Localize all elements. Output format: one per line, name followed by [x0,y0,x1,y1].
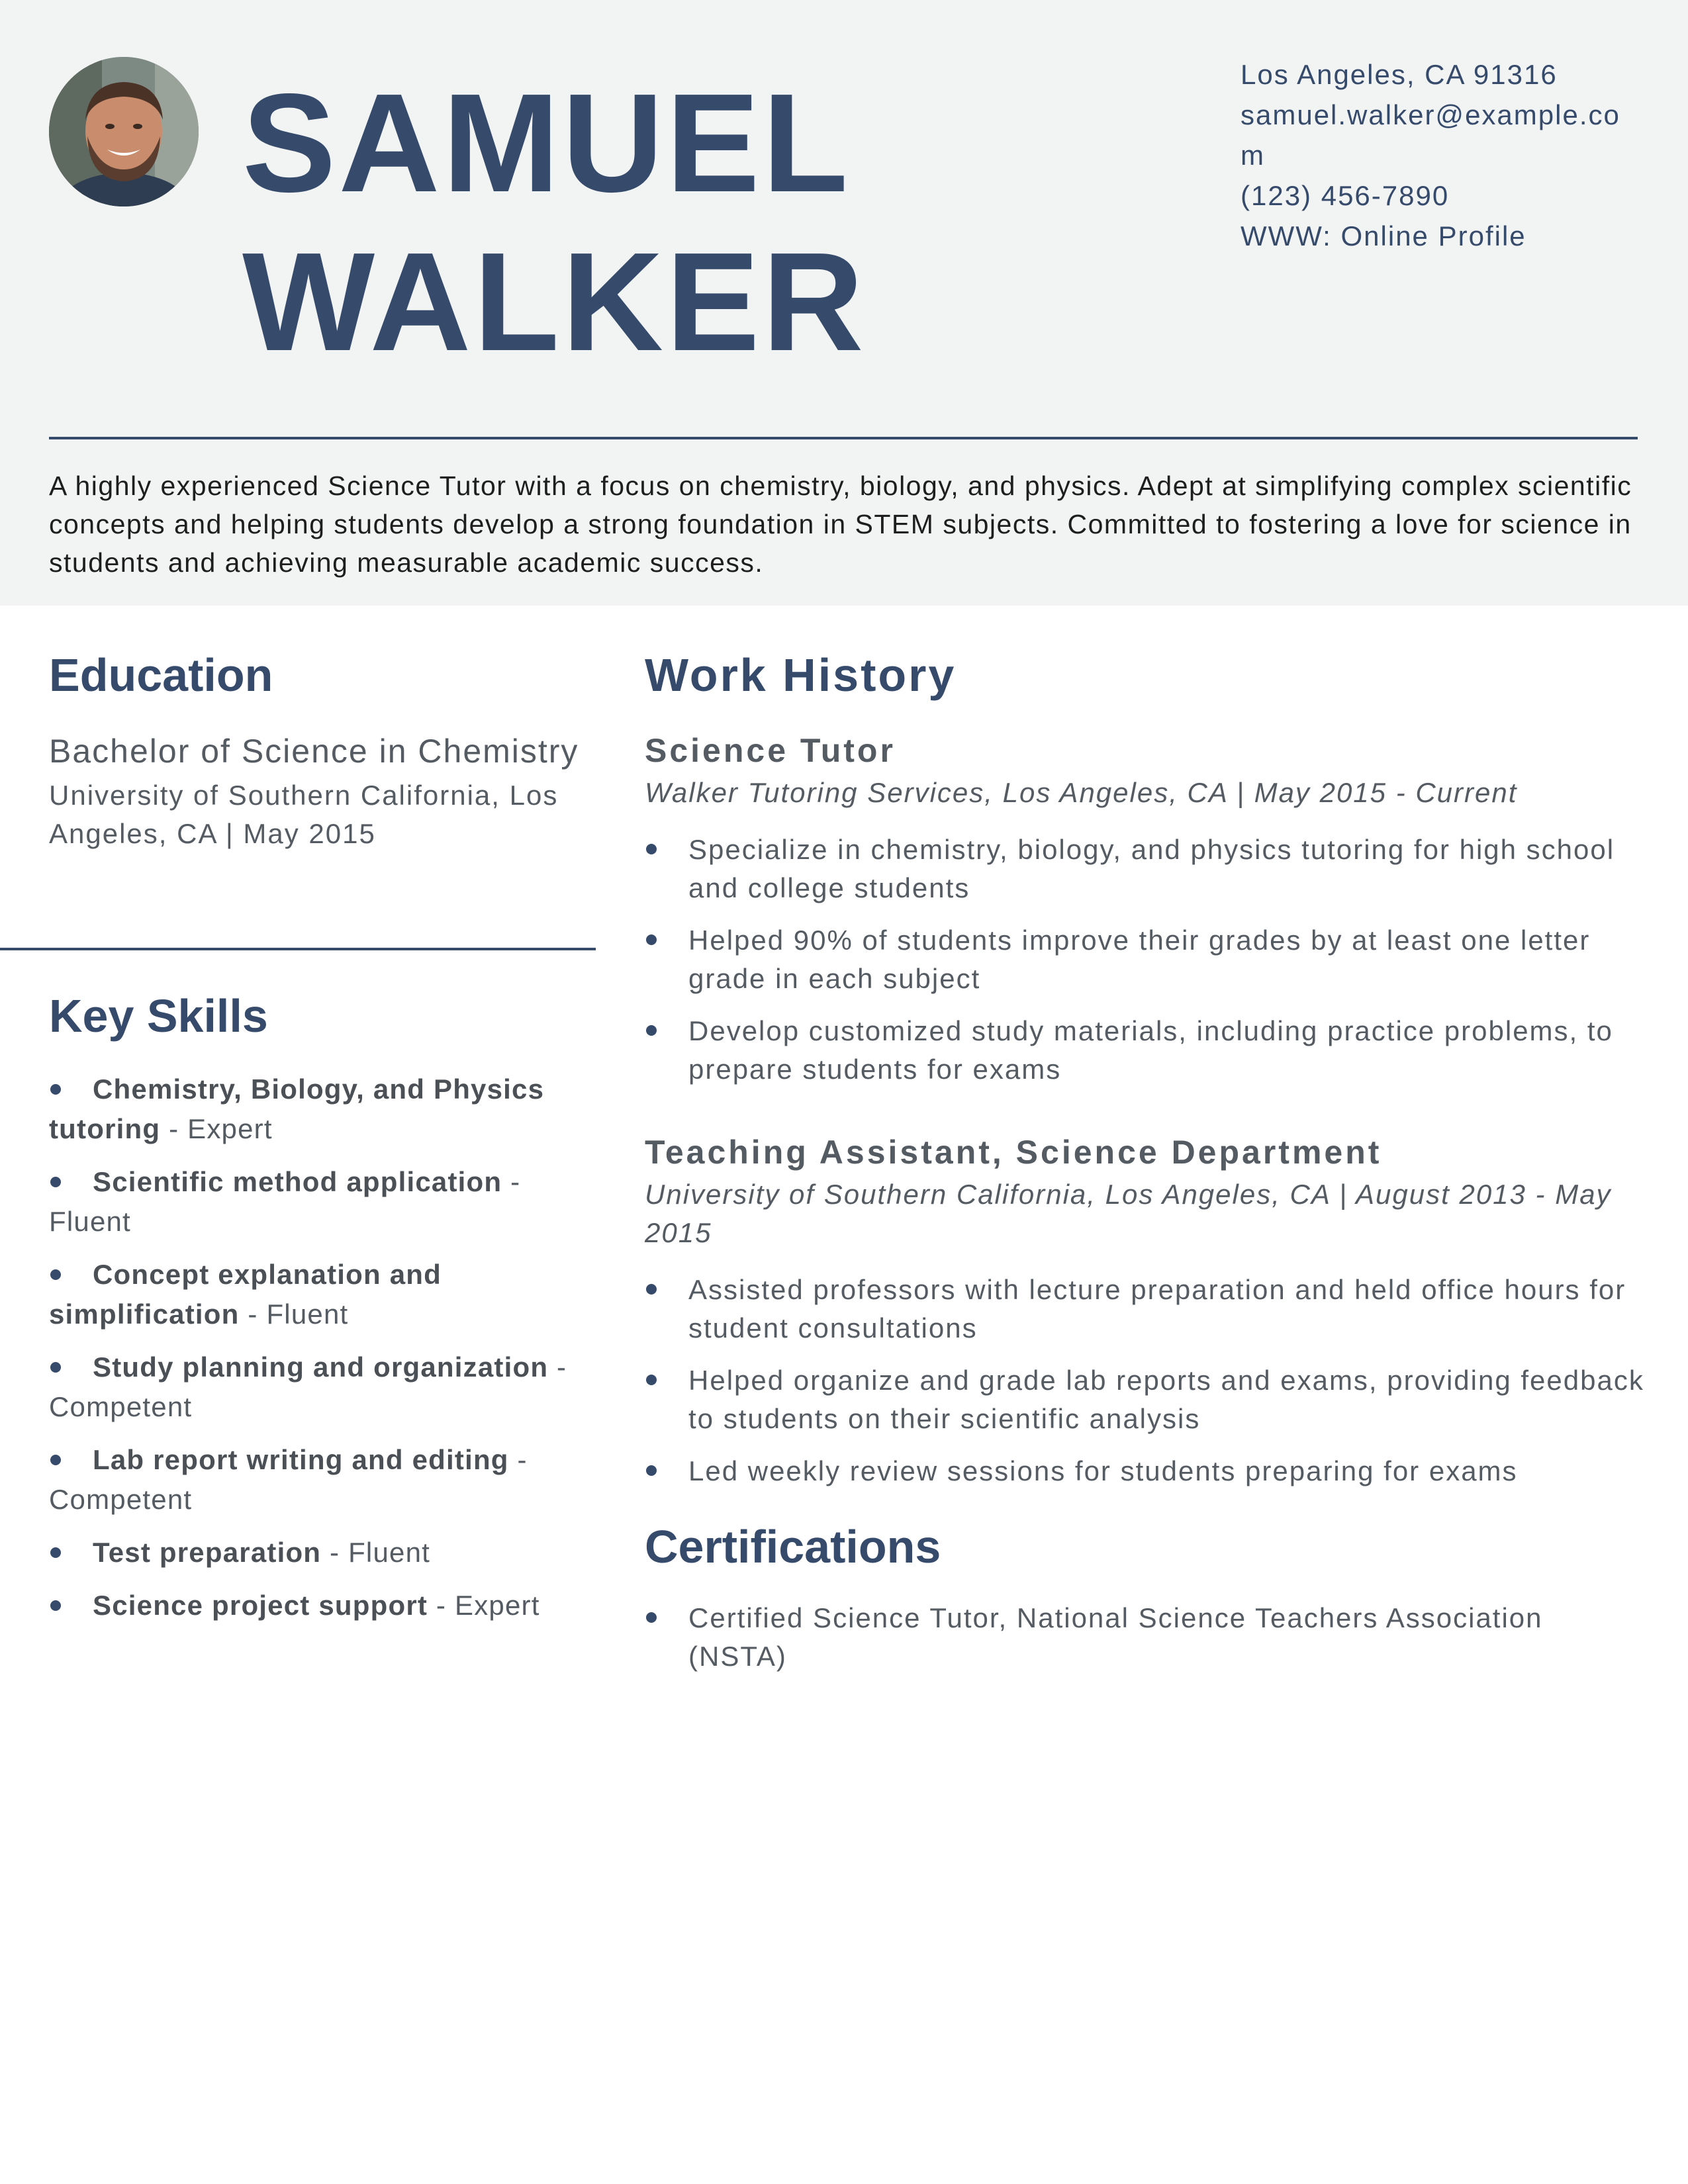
bullet-icon [646,1025,657,1036]
job-bullet-text: Develop customized study materials, including practice problems, to prepare students for exams [688,1015,1613,1085]
job-bullet-text: Specialize in chemistry, biology, and physics tutoring for high school and college students [688,834,1615,903]
skill-name: Concept explanation and simplification [49,1259,442,1330]
skill-item [49,1162,585,1242]
bullet-icon [646,1375,657,1385]
skill-name: Chemistry, Biology, and Physics tutoring [49,1073,545,1144]
job-bullet [645,1361,1644,1438]
skill-level: - Fluent [49,1166,521,1237]
skill-item [49,1440,585,1520]
contact-info [1241,54,1638,256]
skill-item [49,1069,585,1149]
education-divider [0,948,596,950]
skill-level: - Competent [49,1444,528,1515]
contact-address: Los Angeles, CA 91316 [1241,59,1558,90]
certification-text: Certified Science Tutor, National Science Teachers Association (NSTA) [688,1602,1543,1672]
job-bullet [645,1012,1644,1089]
bullet-icon [50,1177,61,1187]
bullet-icon [646,1612,657,1623]
job-title: Teaching Assistant, Science Department [645,1134,1382,1171]
skill-level: - Fluent [239,1298,349,1330]
education-school: University of Southern California, Los Angeles, CA | May 2015 [49,780,559,849]
job-bullets [645,1271,1644,1490]
job-bullet-text: Helped organize and grade lab reports and exams, providing feedback to students on their scientific analysis [688,1365,1644,1434]
skills-section [49,986,585,1639]
job-bullets [645,831,1644,1089]
certifications-heading: Certifications [645,1521,941,1572]
job-entry [645,1129,1644,1490]
skill-name: Study planning and organization [93,1351,549,1383]
bullet-icon [50,1600,61,1611]
profile-photo-image [49,57,199,206]
job-meta: University of Southern California, Los Angeles, CA | August 2013 - May 2015 [645,1179,1612,1248]
skill-item [49,1533,585,1572]
skill-name: Science project support [93,1590,428,1621]
bullet-icon [50,1269,61,1280]
bullet-icon [646,844,657,854]
candidate-name [242,64,1103,381]
job-bullet-text: Helped 90% of students improve their grades by at least one letter grade in each subject [688,925,1591,994]
job-meta: Walker Tutoring Services, Los Angeles, CA | May 2015 - Current [645,777,1518,808]
job-bullet-text: Assisted professors with lecture preparation and held office hours for student consultations [688,1274,1626,1343]
education-heading: Education [49,649,273,701]
header-divider [49,437,1638,439]
skill-level: - Competent [49,1351,567,1422]
work-history-heading: Work History [645,649,957,701]
skills-heading: Key Skills [49,990,268,1042]
bullet-icon [50,1362,61,1373]
bullet-icon [646,1284,657,1295]
job-bullet [645,921,1644,998]
bullet-icon [646,934,657,945]
contact-website[interactable]: WWW: Online Profile [1241,220,1526,251]
skill-level: - Fluent [321,1537,431,1568]
contact-email[interactable]: samuel.walker@example.com [1241,99,1620,171]
bullet-icon [50,1084,61,1095]
skill-level: - Expert [428,1590,540,1621]
job-bullet [645,831,1644,907]
education-section [49,645,585,853]
skill-item [49,1347,585,1427]
work-history-section [645,645,1644,1690]
profile-photo [49,57,199,206]
job-title: Science Tutor [645,732,896,769]
skill-level: - Expert [160,1113,273,1144]
skill-item [49,1255,585,1334]
skill-item [49,1586,585,1625]
education-degree: Bachelor of Science in Chemistry [49,733,579,770]
skill-name: Lab report writing and editing [93,1444,509,1475]
skill-name: Test preparation [93,1537,322,1568]
name-last: WALKER [242,223,867,380]
contact-phone: (123) 456-7890 [1241,180,1450,211]
name-first: SAMUEL [242,64,851,221]
bullet-icon [646,1465,657,1476]
professional-summary: A highly experienced Science Tutor with a focus on chemistry, biology, and physics. Adept at simplifying complex scientific concepts and helping students develop a strong foundation in STEM subjects. Committed to fostering a love for science in students and achieving measurable academic success. [49,471,1632,578]
job-entry [645,727,1644,1089]
job-bullet [645,1452,1644,1490]
job-spacer [645,1103,1644,1129]
job-bullet [645,1271,1644,1347]
skill-name: Scientific method application [93,1166,502,1197]
certification-item [645,1599,1644,1676]
job-bullet-text: Led weekly review sessions for students preparing for exams [688,1455,1518,1486]
bullet-icon [50,1455,61,1465]
certifications-list [645,1599,1644,1676]
bullet-icon [50,1547,61,1558]
